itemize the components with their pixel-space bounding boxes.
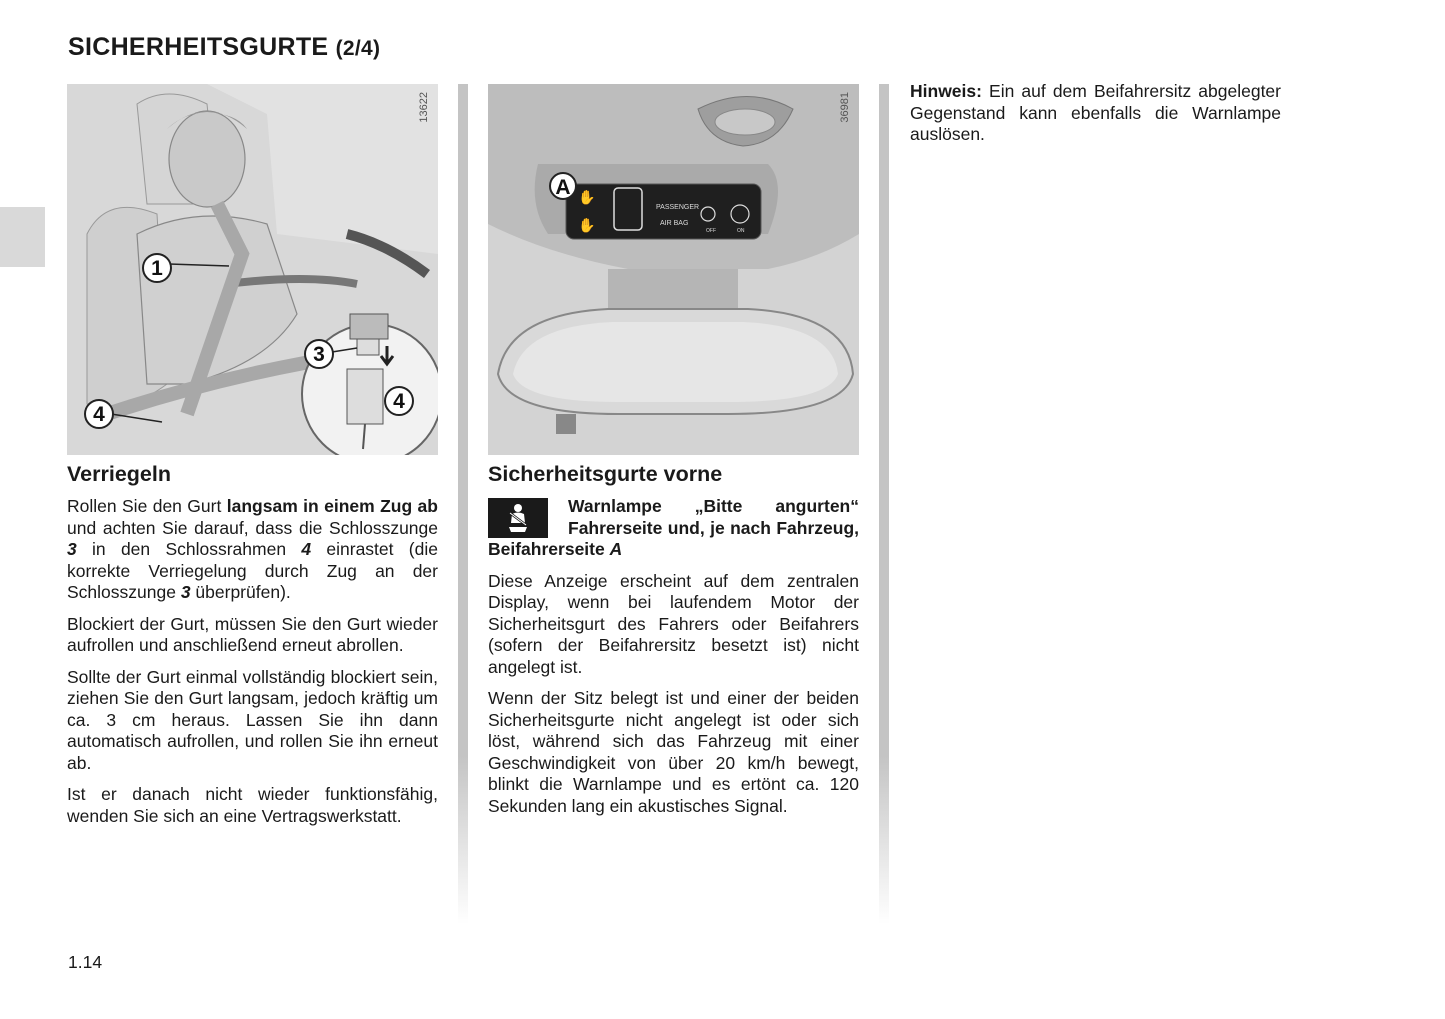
panel-label-off: OFF <box>706 228 716 234</box>
text-run: überprüfen). <box>190 582 291 602</box>
page-number: 1.14 <box>68 952 103 972</box>
passenger-belt-icon: ✋ <box>578 217 596 233</box>
text-run: in den Schlossrahmen <box>76 539 302 559</box>
hinweis-note <box>910 81 1281 146</box>
page-title-text: SICHERHEITSGURTE <box>68 33 329 61</box>
column-divider-left <box>458 84 468 924</box>
text-run: langsam in einem Zug ab <box>226 496 438 516</box>
callout-4-buckle: 4 <box>93 403 105 426</box>
driver-belt-icon: ✋ <box>578 189 596 205</box>
vorne-paragraph-1: Diese Anzeige erscheint auf dem zentralen Display, wenn bei laufendem Motor der Sicherheitsgurt des Fahrers oder Beifahrers (sofern der Beifahrersitz besetzt ist) nicht angelegt ist. <box>488 570 859 677</box>
column-divider-right <box>879 84 889 924</box>
section-verriegeln <box>67 461 438 837</box>
text-run: einrastet (die korrekte Verriegelung durch Zug an der Schlosszunge <box>67 539 438 602</box>
text-run: 4 <box>301 539 312 559</box>
page-title-part: (2/4) <box>335 37 381 60</box>
section-sicherheitsgurte-vorne <box>488 461 859 827</box>
overhead-panel-illustration <box>488 84 859 455</box>
figure-seatbelt-driver <box>67 84 438 455</box>
panel-label-passenger: PASSENGER <box>656 204 700 211</box>
chapter-tab <box>0 207 45 267</box>
text-run: A <box>609 539 623 559</box>
text-run: Ein auf dem Beifahrersitz abgelegter Gegenstand kann ebenfalls die Warnlampe auslösen. <box>910 81 1281 144</box>
vorne-paragraph-2: Wenn der Sitz belegt ist und einer der beiden Sicherheitsgurte nicht angelegt ist oder sich löst, während sich das Fahrzeug mit einer Geschwindigkeit von über 20 km/h bewegt, blinkt die Warnlampe und es ertönt ca. 120 Sekunden lang ein akustisches Signal. <box>488 688 859 816</box>
warning-lamp-block <box>488 496 859 561</box>
panel-label-on: ON <box>737 228 745 234</box>
callout-4-detail: 4 <box>393 390 405 413</box>
verriegeln-paragraph-2: Blockiert der Gurt, müssen Sie den Gurt wieder aufrollen und anschließend erneut abrollen. <box>67 613 438 655</box>
text-run: Hinweis: <box>910 81 982 101</box>
text-run: 3 <box>67 539 77 559</box>
panel-label-airbag: AIR BAG <box>660 220 689 227</box>
verriegeln-paragraph-4: Ist er danach nicht wieder funktionsfähig, wenden Sie sich an eine Vertragswerkstatt. <box>67 784 438 826</box>
callout-3: 3 <box>313 343 325 366</box>
text-run: 3 <box>180 582 191 602</box>
page-title <box>68 33 380 62</box>
callout-a: A <box>555 176 571 199</box>
heading-verriegeln: Verriegeln <box>67 462 171 486</box>
verriegeln-paragraph-1 <box>67 496 438 604</box>
text-run: Warnlampe „Bitte angurten“ Fahrerseite und, je nach Fahrzeug, Beifahrerseite <box>488 496 859 559</box>
text-run: Rollen Sie den Gurt <box>67 496 227 516</box>
text-run: und achten Sie darauf, dass die Schlosszunge <box>67 517 438 538</box>
figure-number-middle: 36981 <box>839 92 851 123</box>
figure-warning-panel <box>488 84 859 455</box>
seatbelt-warning-icon <box>488 498 548 538</box>
heading-sicherheitsgurte-vorne: Sicherheitsgurte vorne <box>488 462 723 486</box>
figure-number-left: 13622 <box>418 92 430 123</box>
callout-1: 1 <box>151 257 163 280</box>
verriegeln-paragraph-3: Sollte der Gurt einmal vollständig blockiert sein, ziehen Sie den Gurt langsam, jedoch kräftig um ca. 3 cm heraus. Lassen Sie ihn dann automatisch aufrollen, und rollen Sie ihn erneut ab. <box>67 666 438 773</box>
driver-illustration <box>67 84 438 455</box>
